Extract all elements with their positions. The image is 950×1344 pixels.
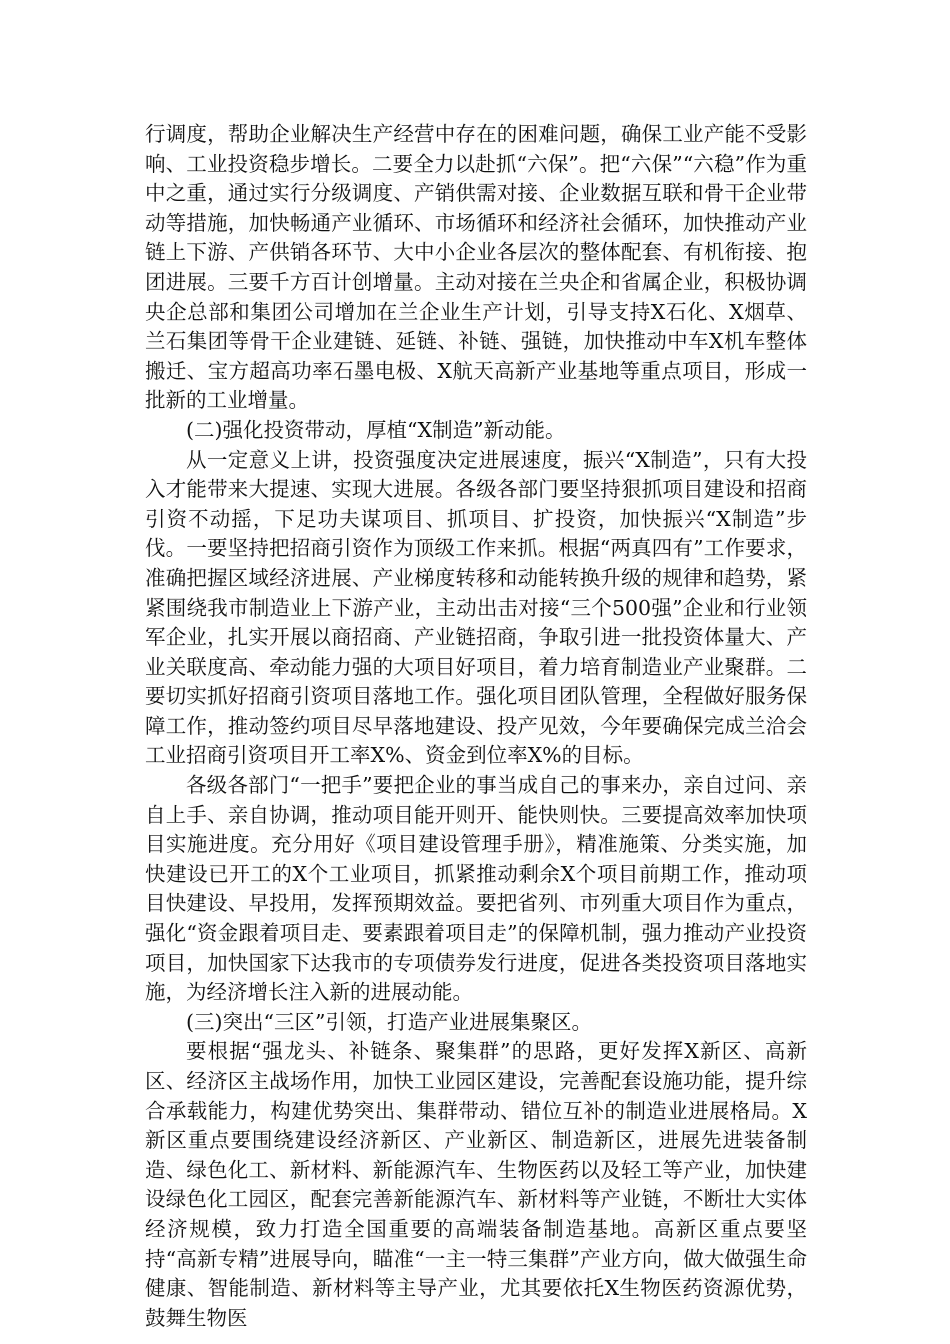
paragraph-6: 要根据“强龙头、补链条、聚集群”的思路，更好发挥X新区、高新区、经济区主战场作用，加快工业园区建设，完善配套设施功能，提升综合承载能力，构建优势突出、集群带动、错位互补的制造业进展格局。X新区重点要围绕建设经济新区、产业新区、制造新区，进展先进装备制造、绿色化工、新材料、新能源汽车、生物医药以及轻工等产业，加快建设绿色化工园区，配套完善新能源汽车、新材料等产业链，不断壮大实体经济规模，致力打造全国重要的高端装备制造基地。高新区重点要坚持“高新专精”进展导向，瞄准“一主一特三集群”产业方向，做大做强生命健康、智能制造、新材料等主导产业，尤其要依托X生物医药资源优势，鼓舞生物医: [145, 1039, 807, 1330]
paragraph-4: 各级各部门“一把手”要把企业的事当成自己的事来办，亲自过问、亲自上手、亲自协调，推动项目能开则开、能快则快。三要提高效率加快项目实施进度。充分用好《项目建设管理手册》，精准施策、分类实施，加快建设已开工的X个工业项目，抓紧推动剩余X个项目前期工作，推动项目快建设、早投用，发挥预期效益。要把省列、市列重大项目作为重点，强化“资金跟着项目走、要素跟着项目走”的保障机制，强力推动产业投资项目，加快国家下达我市的专项债券发行进度，促进各类投资项目落地实施，为经济增长注入新的进展动能。: [145, 773, 807, 1005]
paragraph-3: 从一定意义上讲，投资强度决定进展速度，振兴“X制造”，只有大投入才能带来大提速、实现大进展。各级各部门要坚持狠抓项目建设和招商引资不动摇，下足功夫谋项目、抓项目、扩投资，加快振兴“X制造”步伐。一要坚持把招商引资作为顶级工作来抓。根据“两真四有”工作要求，准确把握区域经济进展、产业梯度转移和动能转换升级的规律和趋势，紧紧围绕我市制造业上下游产业，主动出击对接“三个500强”企业和行业领军企业，扎实开展以商招商、产业链招商，争取引进一批投资体量大、产业关联度高、牵动能力强的大项目好项目，着力培育制造业产业聚群。二要切实抓好招商引资项目落地工作。强化项目团队管理，全程做好服务保障工作，推动签约项目尽早落地建设、投产见效，今年要确保完成兰洽会工业招商引资项目开工率X%、资金到位率X%的目标。: [145, 447, 807, 768]
document-body: [145, 120, 807, 1333]
section-heading-3: (三)突出“三区”引领，打造产业进展集聚区。: [186, 1009, 592, 1034]
paragraph-1: 行调度，帮助企业解决生产经营中存在的困难问题，确保工业产能不受影响、工业投资稳步增长。二要全力以赴抓“六保”。把“六保”“六稳”作为重中之重，通过实行分级调度、产销供需对接、企业数据互联和骨干企业带动等措施，加快畅通产业循环、市场循环和经济社会循环，加快推动产业链上下游、产供销各环节、大中小企业各层次的整体配套、有机衔接、抱团进展。三要千方百计创增量。主动对接在兰央企和省属企业，积极协调央企总部和集团公司增加在兰企业生产计划，引导支持X石化、X烟草、兰石集团等骨干企业建链、延链、补链、强链，加快推动中车X机车整体搬迁、宝方超高功率石墨电极、X航天高新产业基地等重点项目，形成一批新的工业增量。: [145, 122, 807, 413]
section-heading-2: (二)强化投资带动，厚植“X制造”新动能。: [186, 417, 566, 442]
